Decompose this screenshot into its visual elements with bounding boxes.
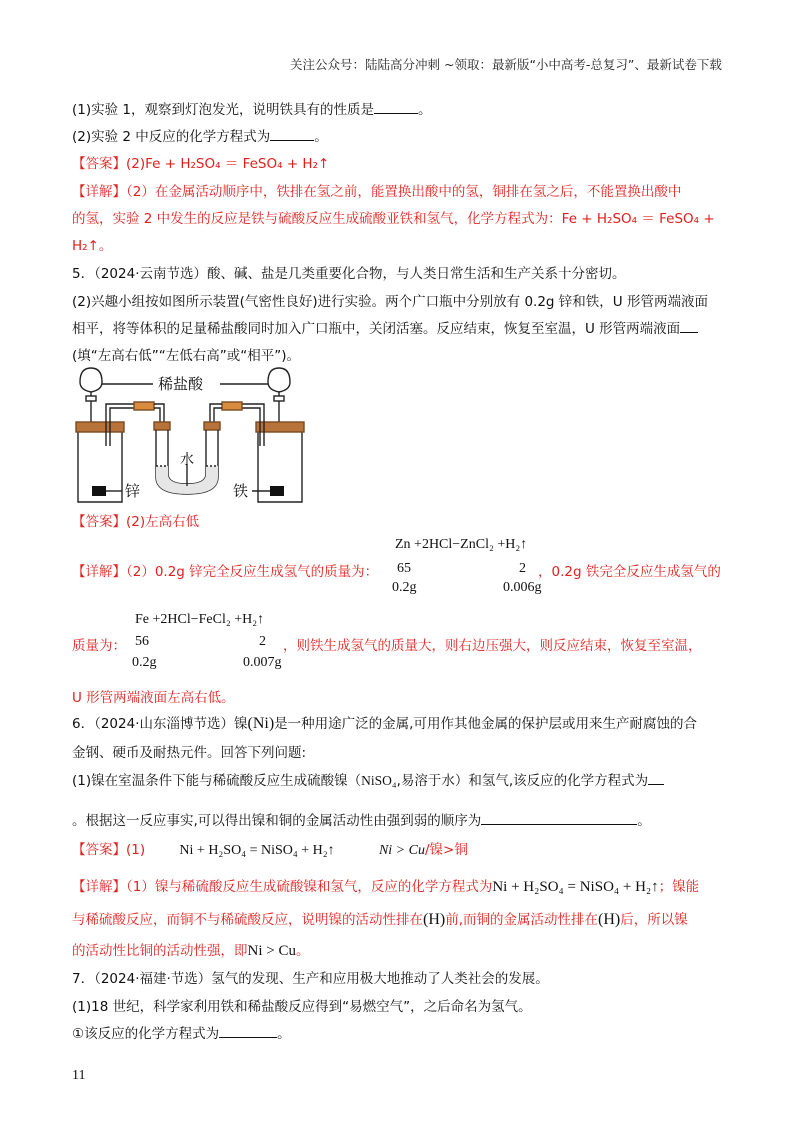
- q5-answer: 【答案】(2)左高右低: [72, 514, 200, 530]
- label-iron: 铁: [233, 482, 249, 500]
- h-symbol: (H): [423, 911, 446, 928]
- ni-cu-order: Ni > Cu: [247, 943, 296, 959]
- ni-symbol: (Ni): [247, 715, 275, 732]
- q7-part1a: [72, 1022, 291, 1042]
- q7-title: 7．（2024·福建·节选）氢气的发现、生产和应用极大地推动了人类社会的发展。: [72, 971, 549, 987]
- punct: 。: [637, 813, 651, 829]
- punct: 。: [277, 1026, 291, 1042]
- q6-detail-3a: 的活动性比铜的活动性强，即: [72, 943, 248, 959]
- niso4-formula: NiSO₄: [361, 773, 397, 788]
- answer-blank: [481, 811, 637, 825]
- zn-mass: 0.2g: [392, 580, 417, 595]
- fe-h2-mass: 0.007g: [243, 655, 282, 670]
- h-symbol: (H): [598, 911, 621, 928]
- q4-part2: [72, 125, 328, 145]
- q6-answer-equation: Ni + H₂SO₄ = NiSO₄ + H₂↑: [179, 843, 335, 858]
- punct: 。: [418, 102, 432, 118]
- q4-answer: 【答案】(2)Fe + H₂SO₄ ＝ FeSO₄ + H₂↑: [72, 156, 330, 172]
- q5-detail-a: 【详解】（2）0.2g 锌完全反应生成氢气的质量为：: [72, 564, 379, 580]
- q6-answer: [72, 838, 468, 859]
- answer-blank: [219, 1024, 277, 1038]
- q6-line2: 金钢、硬币及耐热元件。回答下列问题:: [72, 745, 307, 761]
- label-dilute-hcl: 稀盐酸: [158, 375, 204, 393]
- q6-detail-2e: 后，所以镍: [620, 912, 688, 928]
- fe-molar-mass: 56: [135, 634, 149, 649]
- q6-detail-line2: [72, 908, 688, 929]
- q6-detail-equation: Ni + H₂SO₄ = NiSO₄ + H₂↑: [492, 879, 659, 895]
- q4-part2-text: (2)实验 2 中反应的化学方程式为: [72, 129, 271, 145]
- answer-blank: [648, 771, 664, 785]
- answer-blank: [680, 319, 698, 333]
- q6-answer-label: 【答案】(1): [72, 842, 146, 858]
- zn-molar-mass: 65: [397, 561, 411, 576]
- q6-line3: [72, 769, 664, 789]
- q6-line1-c: 是一种用途广泛的金属,可用作其他金属的保护层或用来生产耐腐蚀的合: [274, 716, 697, 732]
- q5-part2-line2-text: 相平，将等体积的足量稀盐酸同时加入广口瓶中，关闭活塞。反应结束，恢复至室温，U 形管两端液面: [72, 321, 681, 337]
- fe-equation: Fe +2HCl−FeCl₂ +H₂↑: [135, 612, 265, 627]
- q6-line3-a: (1)镍在室温条件下能与稀硫酸反应生成硫酸镍（: [72, 773, 362, 789]
- page-header: 关注公众号：陆陆高分冲刺 ~领取：最新版“小中高考-总复习”、最新试卷下载: [290, 57, 722, 72]
- label-water: 水: [180, 452, 194, 468]
- answer-blank: [374, 100, 418, 114]
- q6-detail-1c: ；镍能: [658, 879, 700, 895]
- q5-detail-c: 质量为：: [72, 638, 126, 654]
- punct: 。: [314, 129, 328, 145]
- q6-line4-text: 。根据这一反应事实,可以得出镍和铜的金属活动性由强到弱的顺序为: [72, 813, 482, 829]
- q6-detail-line1: [72, 875, 699, 896]
- page-number: 11: [72, 1068, 86, 1083]
- h2-molar-mass-fe: 2: [259, 634, 266, 649]
- q4-detail-line2: 的氢，实验 2 中发生的反应是铁与硫酸反应生成硫酸亚铁和氢气，化学方程式为：Fe + H₂SO₄ ＝ FeSO₄ +: [72, 211, 715, 227]
- q6-detail-2c: 前,而铜的金属活动性排在: [445, 912, 599, 928]
- q4-part1-text: (1)实验 1，观察到灯泡发光，说明铁具有的性质是: [72, 102, 375, 118]
- q7-part1: (1)18 世纪，科学家利用铁和稀盐酸反应得到“易燃空气”，之后命名为氢气。: [72, 999, 532, 1015]
- q7-part1a-text: ①该反应的化学方程式为: [72, 1026, 220, 1042]
- q6-detail-3c: 。: [295, 943, 310, 959]
- zn-equation: Zn +2HCl−ZnCl₂ +H₂↑: [395, 537, 528, 552]
- q6-line1: [72, 712, 697, 733]
- zn-h2-mass: 0.006g: [503, 580, 542, 595]
- q4-detail-line1: 【详解】（2）在金属活动顺序中，铁排在氢之前，能置换出酸中的氢，铜排在氢之后，不能置换出酸中: [72, 184, 682, 200]
- q5-detail-b: ，0.2g 铁完全反应生成氢气的: [538, 564, 721, 580]
- q6-detail-line3: [72, 939, 309, 960]
- q4-detail-line3: H₂↑。: [72, 238, 113, 254]
- q5-part2-line1: (2)兴趣小组按如图所示装置(气密性良好)进行实验。两个广口瓶中分别放有 0.2g 锌和铁，U 形管两端液面: [72, 294, 708, 310]
- q6-line1-a: 6．（2024·山东淄博节选）镍: [72, 716, 248, 732]
- q5-title: 5．（2024·云南节选）酸、碱、盐是几类重要化合物，与人类日常生活和生产关系十分密切。: [72, 266, 626, 282]
- apparatus-figure: [70, 362, 330, 512]
- q6-line4: [72, 809, 651, 829]
- label-zinc: 锌: [125, 482, 141, 500]
- answer-blank: [270, 127, 314, 141]
- q5-detail-e: U 形管两端液面左高右低。: [72, 690, 235, 706]
- fe-mass: 0.2g: [132, 655, 157, 670]
- q6-line3-c: ,易溶于水）和氢气,该反应的化学方程式为: [396, 773, 649, 789]
- h2-molar-mass: 2: [519, 561, 526, 576]
- q6-detail-2a: 与稀硫酸反应，而铜不与稀硫酸反应，说明镍的活动性排在: [72, 912, 423, 928]
- q6-answer-order: Ni > Cu: [378, 843, 425, 858]
- q5-part2-line2: [72, 317, 698, 337]
- q6-answer-order-cn: /镍>铜: [424, 842, 468, 858]
- q4-part1: [72, 98, 432, 118]
- q5-detail-d: ，则铁生成氢气的质量大，则右边压强大，则反应结束，恢复至室温，: [283, 638, 702, 654]
- q6-detail-1a: 【详解】（1）镍与稀硫酸反应生成硫酸镍和氢气，反应的化学方程式为: [72, 879, 493, 895]
- q5-part2-line3: (填“左高右低”“左低右高”或“相平”)。: [72, 348, 300, 364]
